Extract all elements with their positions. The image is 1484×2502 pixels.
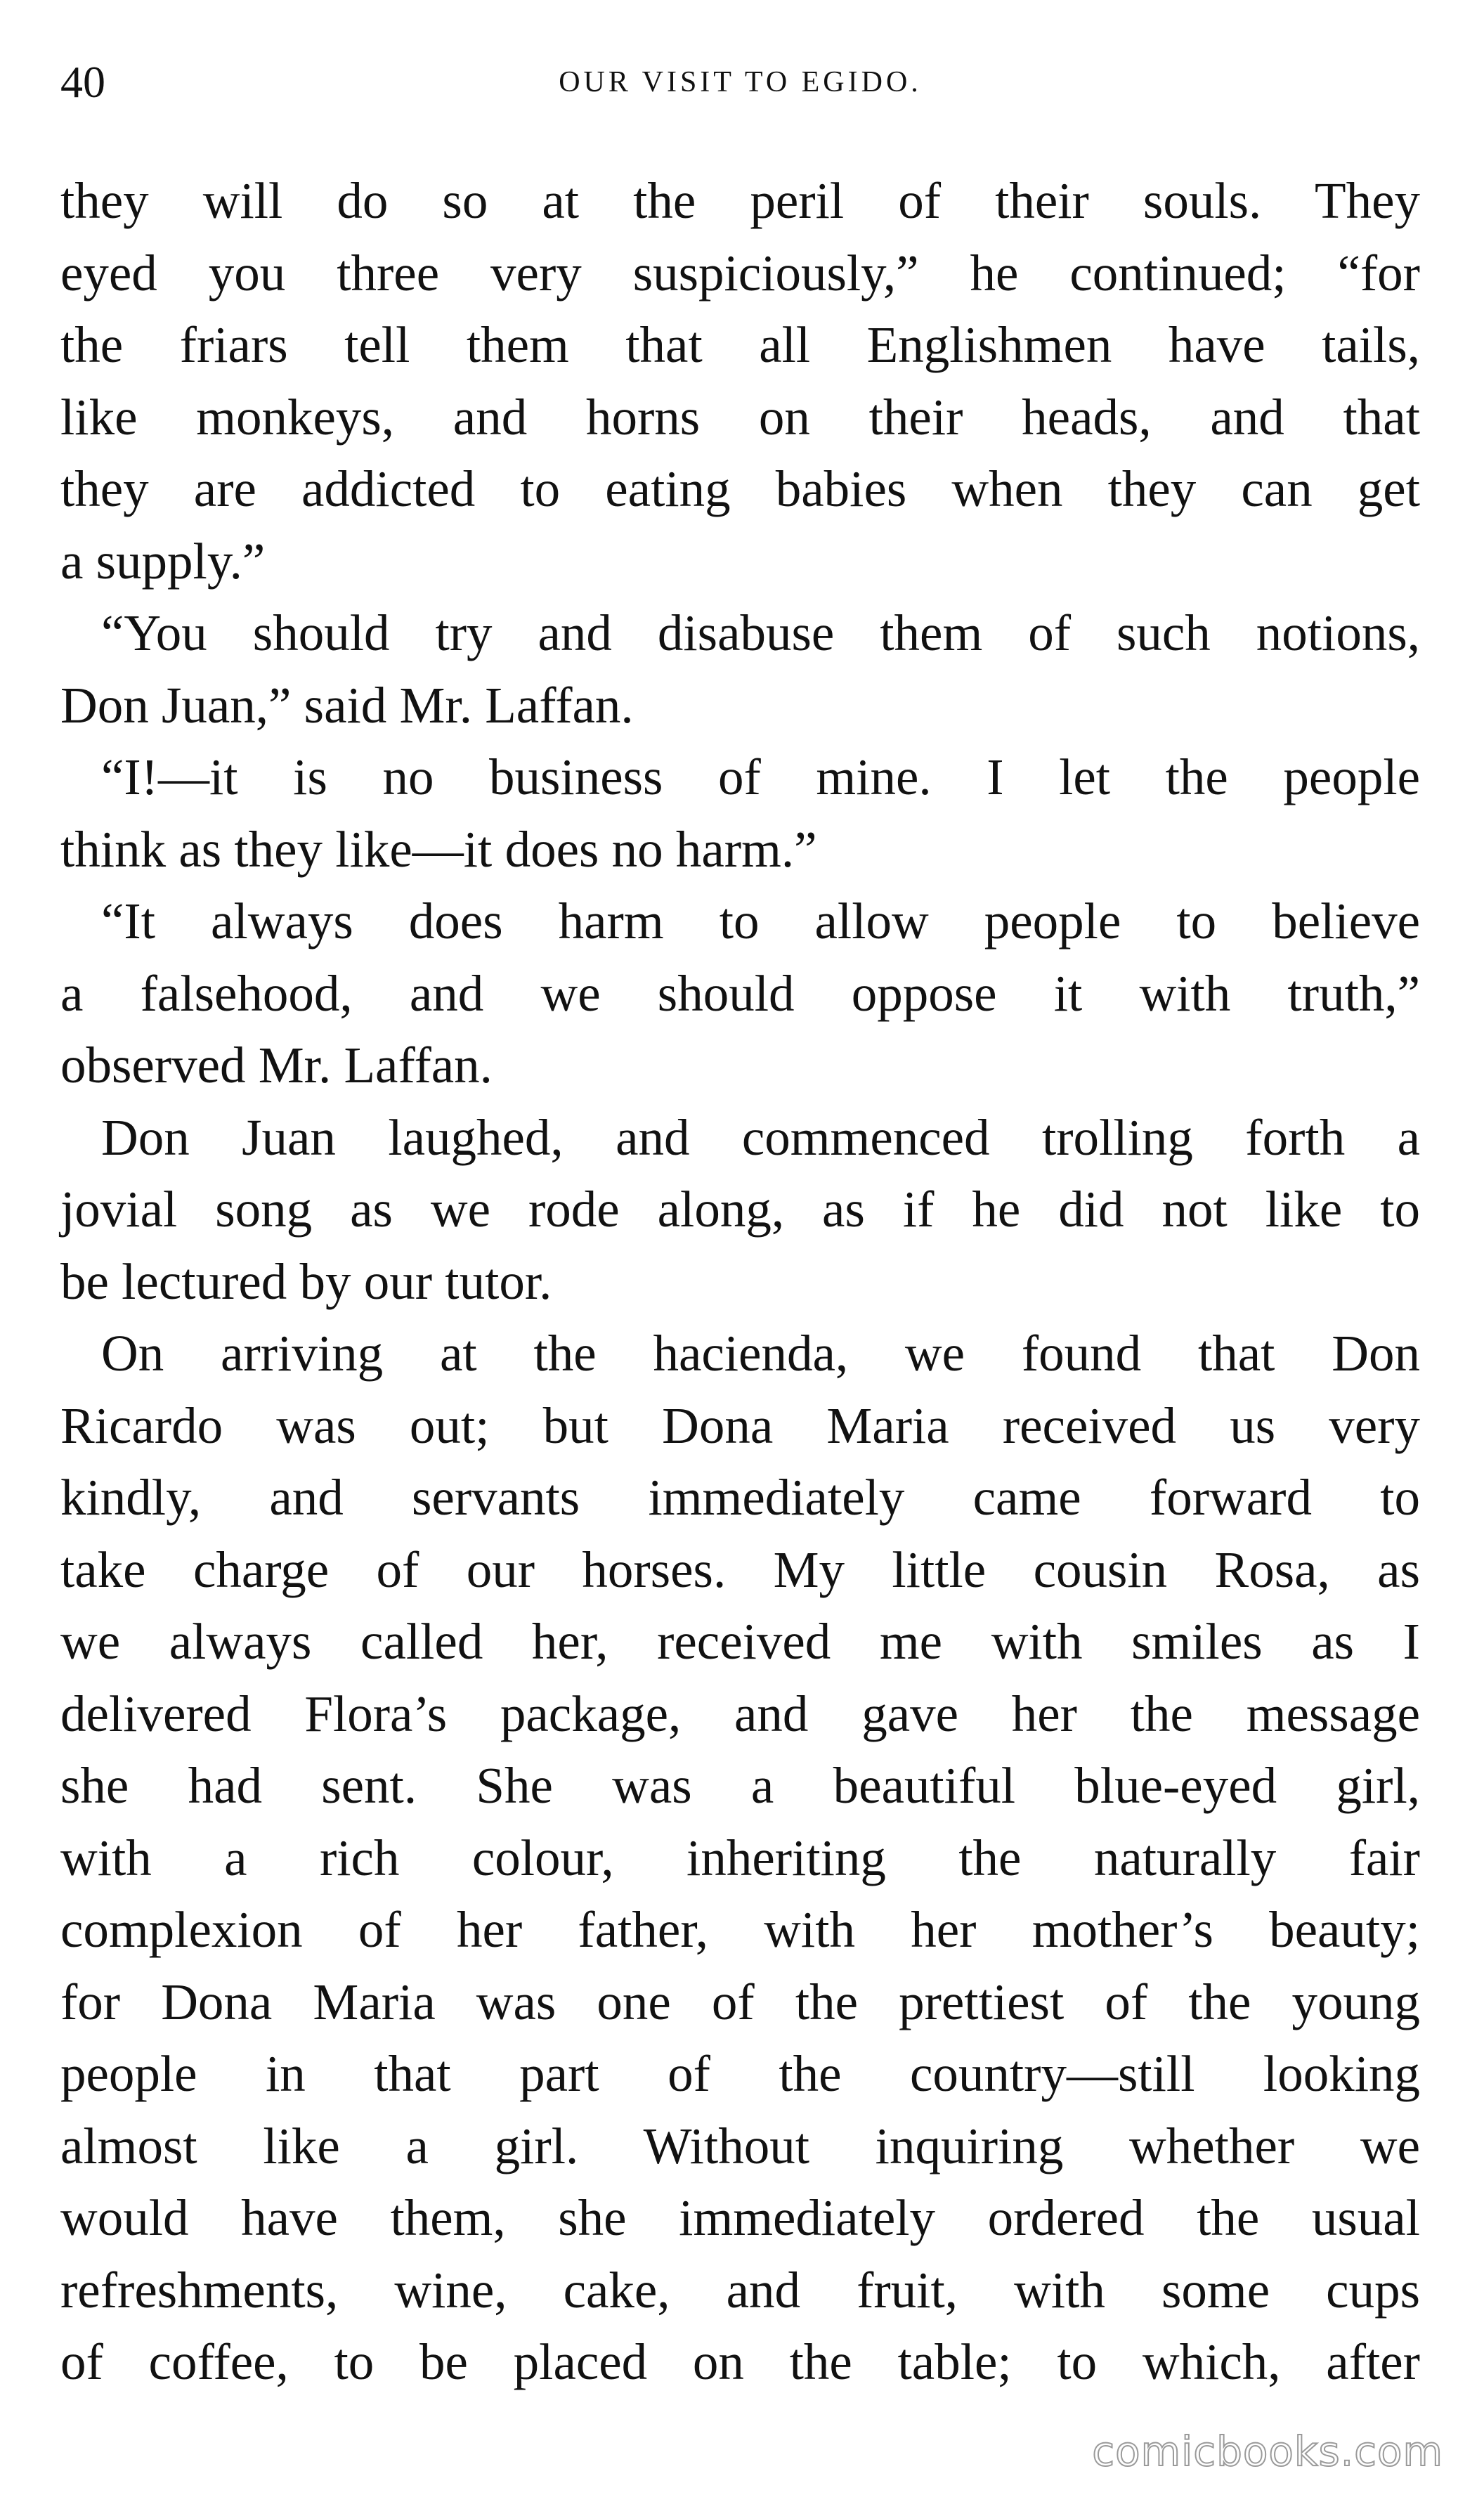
text-line: kindly, and servants immediately came forward to: [60, 1469, 1420, 1526]
text-line: jovial song as we rode along, as if he did not like to: [60, 1181, 1420, 1238]
text-line: with a rich colour, inheriting the naturally fair: [60, 1829, 1420, 1886]
text-line: complexion of her father, with her mother’s beauty;: [60, 1901, 1420, 1958]
text-line: Ricardo was out; but Dona Maria received us very: [60, 1396, 1420, 1454]
text-line: take charge of our horses. My little cousin Rosa, as: [60, 1541, 1420, 1598]
text-line: eyed you three very suspiciously,” he continued; “for: [60, 244, 1420, 302]
text-line: On arriving at the hacienda, we found that Don: [101, 1325, 1420, 1382]
text-line: the friars tell them that all Englishmen have tails,: [60, 316, 1420, 373]
text-line: people in that part of the country—still looking: [60, 2045, 1420, 2102]
text-line: Don Juan laughed, and commenced trolling forth a: [101, 1108, 1420, 1166]
text-line: “You should try and disabuse them of such notions,: [101, 604, 1420, 661]
text-line: she had sent. She was a beautiful blue-eyed girl,: [60, 1757, 1420, 1814]
text-line: for Dona Maria was one of the prettiest of the young: [60, 1973, 1420, 2030]
text-line: “I!—it is no business of mine. I let the people: [101, 748, 1420, 805]
text-line: observed Mr. Laffan.: [60, 1037, 493, 1094]
text-line: they will do so at the peril of their souls. They: [60, 172, 1420, 229]
text-line: “It always does harm to allow people to believe: [101, 893, 1420, 949]
text-line: a falsehood, and we should oppose it with truth,”: [60, 964, 1420, 1022]
text-line: like monkeys, and horns on their heads, and that: [60, 388, 1420, 446]
text-line: would have them, she immediately ordered the usual: [60, 2189, 1420, 2246]
text-line: refreshments, wine, cake, and fruit, with some cups: [60, 2261, 1420, 2319]
text-line: almost like a girl. Without inquiring whether we: [60, 2117, 1420, 2174]
text-line: be lectured by our tutor.: [60, 1252, 552, 1310]
text-line: delivered Flora’s package, and gave her the message: [60, 1685, 1420, 1742]
page-number: 40: [60, 57, 105, 107]
running-title: OUR VISIT TO EGIDO.: [559, 66, 922, 98]
body-text: [60, 165, 1420, 2399]
page-header: [60, 51, 1420, 114]
text-line: we always called her, received me with smiles as I: [60, 1613, 1420, 1670]
text-line: of coffee, to be placed on the table; to which, after: [60, 2333, 1420, 2390]
text-line: a supply.”: [60, 532, 266, 590]
text-line: Don Juan,” said Mr. Laffan.: [60, 676, 634, 734]
text-line: they are addicted to eating babies when they can get: [60, 460, 1420, 517]
text-line: think as they like—it does no harm.”: [60, 820, 817, 878]
watermark-logo: comicbooks.com: [1092, 2428, 1443, 2475]
